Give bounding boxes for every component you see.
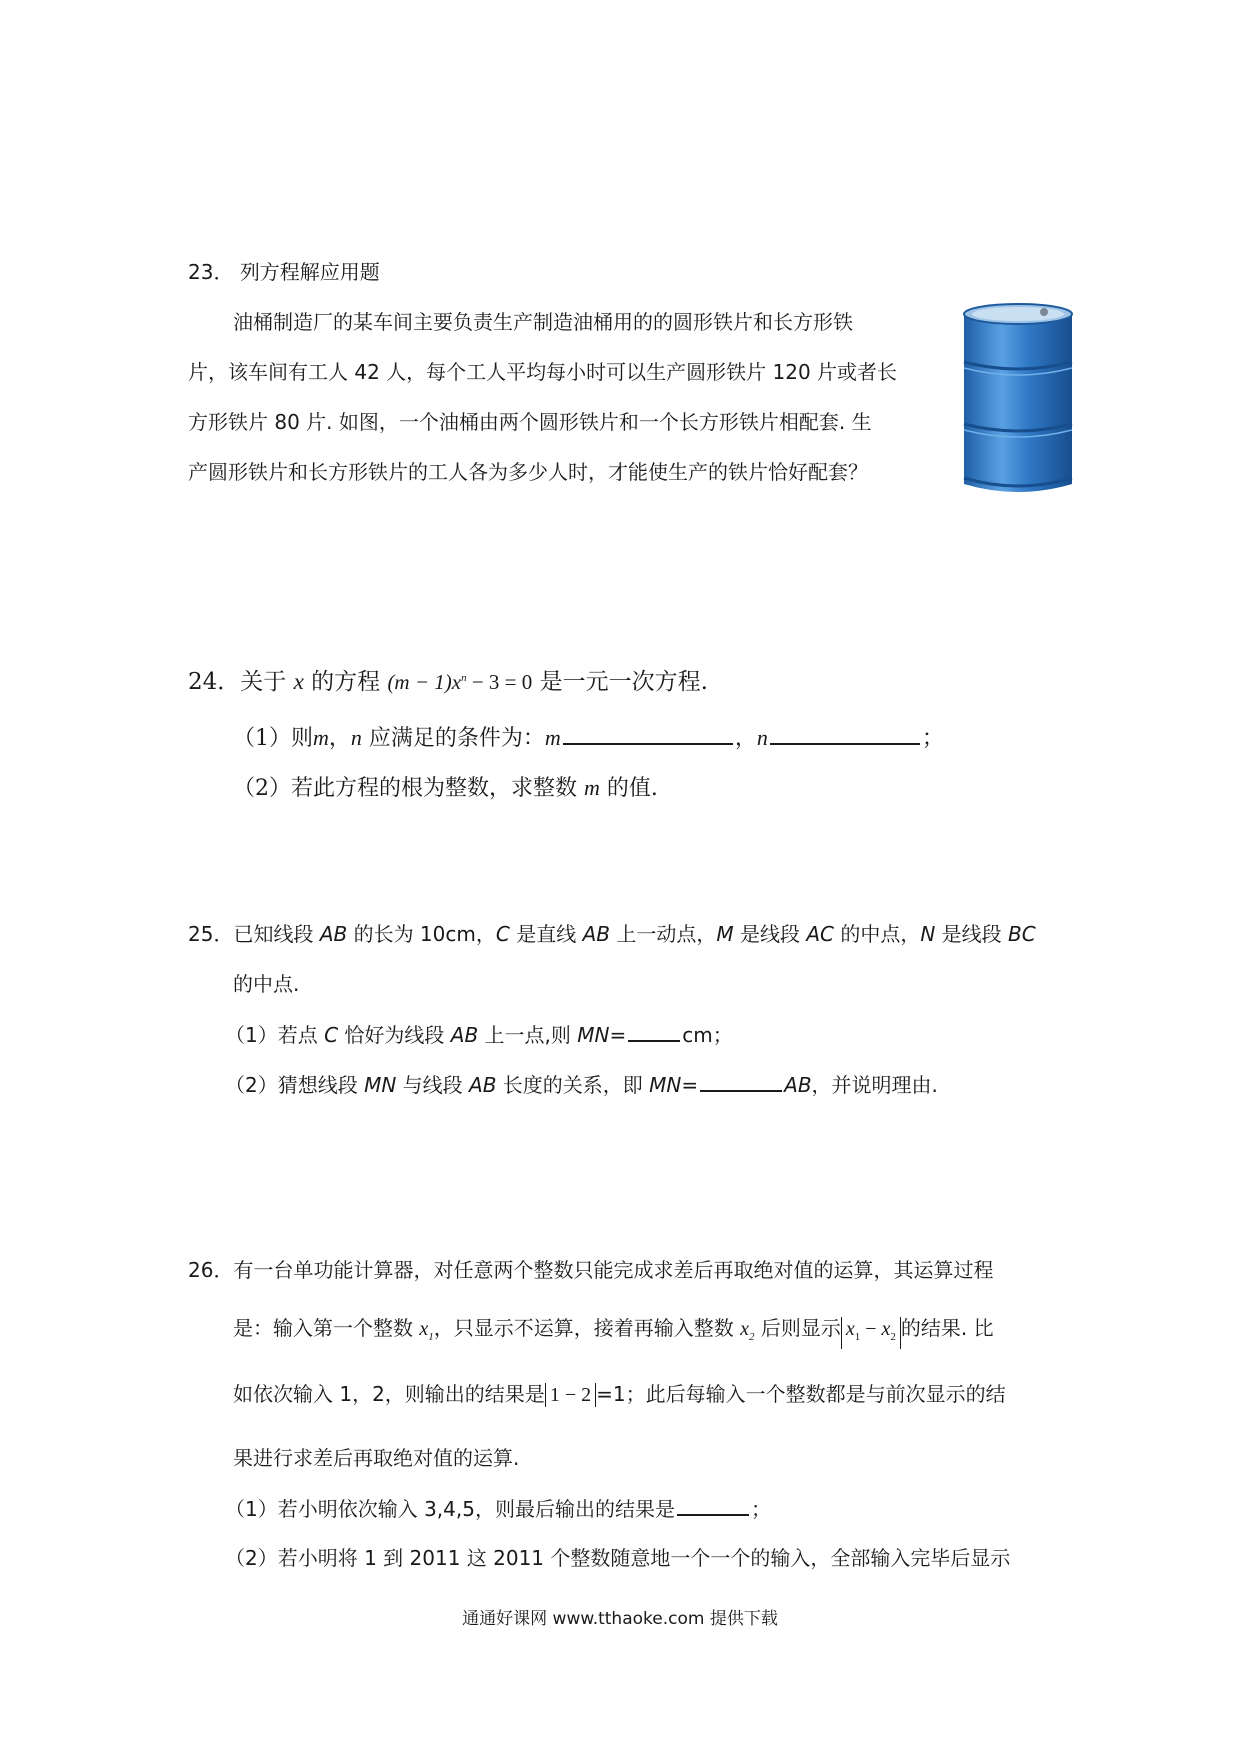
equation-exponent: n bbox=[461, 672, 467, 684]
segment-mn: MN bbox=[364, 1073, 397, 1097]
point-n: N bbox=[920, 922, 936, 946]
part-text: （1）若点 bbox=[225, 1023, 325, 1047]
part-end: ； bbox=[750, 1497, 771, 1521]
q25-text: 是线段 bbox=[733, 922, 807, 946]
q26-text: 后则显示 bbox=[754, 1316, 841, 1340]
q26-text: 有一台单功能计算器，对任意两个整数只能完成求差后再取绝对值的运算，其运算过程 bbox=[233, 1258, 994, 1282]
part-text: 与线段 bbox=[396, 1073, 470, 1097]
q25-text: 是线段 bbox=[935, 922, 1009, 946]
q23-text-line-3: 方形铁片 80 片. 如图，一个油桶由两个圆形铁片和一个长方形铁片相配套. 生 bbox=[188, 410, 872, 434]
answer-blank-n[interactable] bbox=[770, 723, 920, 745]
point-m: M bbox=[716, 922, 734, 946]
answer-blank-m[interactable] bbox=[563, 723, 733, 745]
blank-n-label: n bbox=[756, 725, 768, 750]
absolute-value-expression bbox=[841, 1317, 901, 1349]
q24-part-2 bbox=[233, 772, 658, 805]
q25-part-2 bbox=[225, 1070, 938, 1099]
segment-mn: MN= bbox=[649, 1073, 699, 1097]
q26-line-3 bbox=[233, 1380, 1006, 1408]
part-text: 恰好为线段 bbox=[338, 1023, 451, 1047]
q25-text: 是直线 bbox=[509, 922, 583, 946]
point-c: C bbox=[324, 1023, 339, 1047]
segment-ab: AB bbox=[450, 1023, 479, 1047]
q26-part-1 bbox=[225, 1494, 771, 1523]
separator: ， bbox=[328, 726, 351, 751]
part-text: 长度的关系，即 bbox=[496, 1073, 650, 1097]
q23-heading bbox=[188, 258, 380, 286]
page-footer: 通通好课网 www.tthaoke.com 提供下载 bbox=[462, 1609, 778, 1629]
segment-ac: AC bbox=[806, 922, 834, 946]
q26-text: =1；此后每输入一个整数都是与前次显示的结 bbox=[596, 1382, 1006, 1406]
minus-sign: − bbox=[860, 1318, 882, 1340]
question-number: 25． bbox=[188, 922, 234, 946]
equation-right: − 3 = 0 bbox=[466, 670, 533, 694]
q24-prefix: 关于 bbox=[240, 669, 287, 695]
subscript: 1 bbox=[428, 1331, 434, 1343]
q26-line-4: 果进行求差后再取绝对值的运算. bbox=[233, 1446, 520, 1470]
q23-text-line-1: 油桶制造厂的某车间主要负责生产制造油桶用的的圆形铁片和长方形铁 bbox=[233, 310, 853, 334]
var-x: x bbox=[293, 669, 304, 694]
q25-line-1 bbox=[188, 920, 1036, 948]
question-title: 列方程解应用题 bbox=[239, 260, 380, 284]
part-text: 上一点,则 bbox=[478, 1023, 578, 1047]
answer-blank[interactable] bbox=[700, 1070, 782, 1092]
part-label: （1）则 bbox=[233, 726, 313, 751]
part-end: ，并说明理由. bbox=[811, 1073, 938, 1097]
var-x: x bbox=[881, 1318, 891, 1340]
answer-blank[interactable] bbox=[677, 1494, 749, 1516]
q26-text: 如依次输入 1，2，则输出的结果是 bbox=[233, 1382, 545, 1406]
q24-part-1 bbox=[233, 722, 944, 755]
q24-suffix: 是一元一次方程. bbox=[539, 669, 708, 695]
var-m: m bbox=[313, 725, 329, 750]
q26-line-1 bbox=[188, 1256, 993, 1284]
subscript: 2 bbox=[749, 1331, 755, 1343]
q26-text: 是：输入第一个整数 bbox=[233, 1316, 420, 1340]
part-text: （1）若小明依次输入 3,4,5，则最后输出的结果是 bbox=[225, 1497, 675, 1521]
absolute-value-expression: 1 − 2 bbox=[545, 1383, 596, 1407]
var-x: x bbox=[419, 1318, 429, 1340]
q26-part-2: （2）若小明将 1 到 2011 这 2011 个整数随意地一个一个的输入，全部输入完毕后显示 bbox=[225, 1546, 1011, 1570]
var-x: x bbox=[740, 1318, 749, 1340]
q25-text: 的长为 10cm， bbox=[347, 922, 496, 946]
q26-line-2 bbox=[233, 1314, 994, 1351]
var-x: x bbox=[845, 1318, 855, 1340]
var-x2 bbox=[740, 1318, 755, 1343]
part-end: ； bbox=[921, 726, 944, 751]
segment-ab: AB bbox=[784, 1073, 812, 1097]
separator: ， bbox=[734, 726, 757, 751]
answer-blank[interactable] bbox=[628, 1020, 680, 1042]
segment-ab: AB bbox=[319, 922, 348, 946]
question-number: 26． bbox=[188, 1258, 234, 1282]
part-end: 的值. bbox=[606, 776, 658, 801]
var-n: n bbox=[350, 725, 362, 750]
part-text: （2）猜想线段 bbox=[225, 1073, 365, 1097]
question-number: 24． bbox=[188, 669, 241, 695]
var-x1 bbox=[419, 1318, 434, 1343]
subscript: 2 bbox=[890, 1331, 896, 1343]
q24-heading bbox=[188, 662, 708, 698]
q23-text-line-2: 片，该车间有工人 42 人，每个工人平均每小时可以生产圆形铁片 120 片或者长 bbox=[188, 360, 898, 384]
point-c: C bbox=[495, 922, 510, 946]
equation bbox=[387, 670, 532, 694]
subscript: 1 bbox=[854, 1331, 861, 1343]
q25-line-2: 的中点. bbox=[233, 972, 300, 996]
segment-ab: AB bbox=[582, 922, 610, 946]
oil-barrel-image bbox=[958, 300, 1078, 500]
q25-part-1 bbox=[225, 1020, 733, 1049]
segment-ab: AB bbox=[469, 1073, 497, 1097]
blank-m-label: m bbox=[544, 725, 561, 750]
question-number: 23． bbox=[188, 260, 234, 284]
q26-text: 的结果. 比 bbox=[900, 1316, 994, 1340]
segment-mn: MN= bbox=[577, 1023, 627, 1047]
q25-text: 上一动点， bbox=[609, 922, 717, 946]
segment-bc: BC bbox=[1008, 922, 1036, 946]
var-m: m bbox=[584, 775, 600, 800]
part-text: （2）若此方程的根为整数，求整数 bbox=[233, 776, 577, 801]
q24-mid: 的方程 bbox=[311, 669, 381, 695]
q26-text: ，只显示不运算，接着再输入整数 bbox=[433, 1316, 741, 1340]
q23-text-line-4: 产圆形铁片和长方形铁片的工人各为多少人时，才能使生产的铁片恰好配套？ bbox=[188, 460, 868, 484]
q25-text: 的中点， bbox=[833, 922, 921, 946]
q25-text: 已知线段 bbox=[233, 922, 320, 946]
part-end: cm； bbox=[682, 1023, 733, 1047]
part-text: 应满足的条件为： bbox=[368, 726, 545, 751]
equation-left: (m − 1)x bbox=[387, 670, 462, 694]
